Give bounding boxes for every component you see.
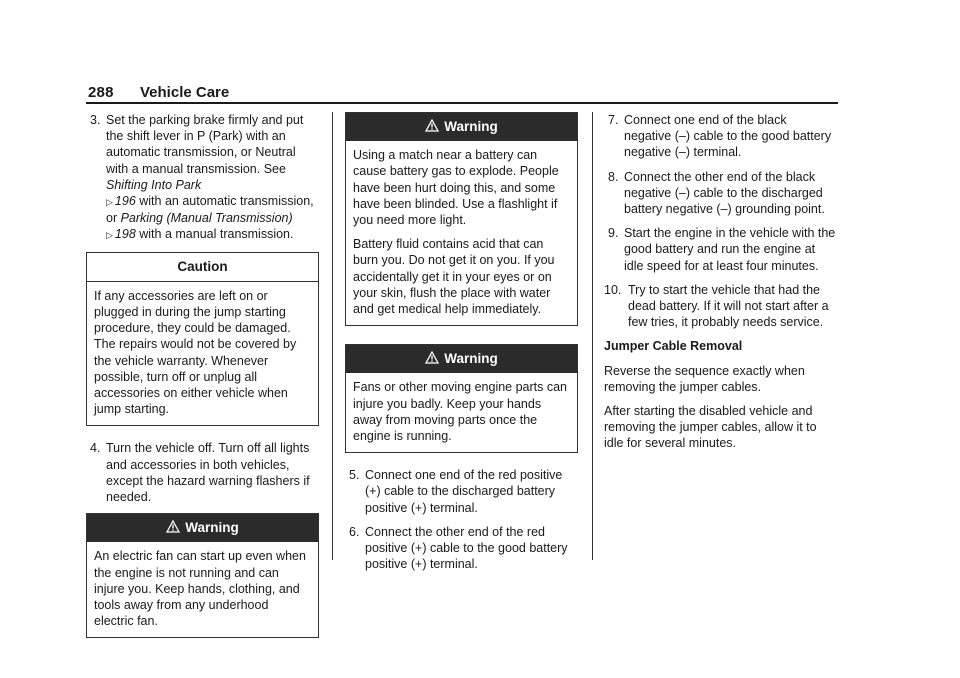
warning-text: An electric fan can start up even when the engine is not running and can injure you. Keep hands, clothing, and tools away from any underhood electric fan. [94,549,306,629]
step-number: 8. [608,169,619,184]
caution-box [86,252,319,427]
warning-header [346,113,577,141]
section-title: Vehicle Care [140,84,230,101]
warning-body [346,373,577,452]
warning-text-p2: Battery fluid contains acid that can burn you. Do not get it on you. If you accidentally get it in your eyes or on your skin, flush the place with water and get medical help immediately. [353,237,555,317]
warning-title: Warning [444,351,498,367]
warning-title: Warning [444,119,498,134]
step-4 [86,440,319,505]
warning-triangle-icon [425,351,439,364]
warning-header [87,514,318,542]
column-2 [345,112,578,580]
warning-body [346,141,577,325]
reference-page-198[interactable]: 198 [114,227,136,242]
warning-header [346,345,577,373]
step-number: 7. [608,113,619,127]
warning-body [87,542,318,637]
step-number: 10. [604,282,622,297]
step-text: Connect the other end of the black negative (–) cable to the discharged battery negative (–) grounding point. [624,169,825,217]
reference-link-shifting-into-park[interactable]: Shifting Into Park [106,177,202,192]
warning-box-fan [86,513,319,638]
header-rule [86,102,838,104]
step-text: Turn the vehicle off. Turn off all lights and accessories in both vehicles, except the hazard warning flashers if needed. [106,441,310,505]
step-text: Set the parking brake firmly and put the shift lever in P (Park) with an automatic transmission, or Neutral with a manual transmission. See Shifting Into Park ▷ 196 with an automatic transmission, or Parking (Manual Transmission) ▷ 198 with a manual transmission. [106,113,314,242]
step-text: Start the engine in the vehicle with the good battery and run the engine at idle speed for at least four minutes. [624,226,836,273]
warning-triangle-icon [425,119,439,132]
step-text: Connect one end of the red positive (+) cable to the discharged battery positive (+) terminal. [365,468,563,515]
page-reference-arrow-icon: ▷ [106,197,113,208]
reference-page-196[interactable]: 196 [114,194,136,209]
page-number: 288 [88,84,114,101]
warning-title: Warning [185,520,239,536]
column-3 [604,112,837,460]
warning-box-moving-parts [345,344,578,453]
step-text: Try to start the vehicle that had the dead battery. If it will not start after a few tries, it probably needs service. [628,282,829,330]
step-number: 3. [90,113,101,127]
step-10 [604,282,837,331]
page-reference-arrow-icon: ▷ [106,230,113,241]
column-1 [86,112,319,652]
step-number: 4. [90,441,101,456]
step-7 [604,112,837,161]
step-3 [86,112,319,244]
column-divider-2 [592,112,593,560]
step-number: 6. [349,524,360,539]
subheading-jumper-cable-removal: Jumper Cable Removal [604,339,743,354]
step-8 [604,169,837,218]
paragraph-reverse-sequence: Reverse the sequence exactly when removing the jumper cables. [604,363,805,394]
step-text: Connect one end of the black negative (–) cable to the good battery negative (–) terminal. [624,113,832,160]
paragraph-after-starting: After starting the disabled vehicle and removing the jumper cables, allow it to idle for several minutes. [604,404,817,451]
warning-text: Fans or other moving engine parts can injure you badly. Keep your hands away from moving parts once the engine is running. [353,380,568,444]
step-5 [345,467,578,516]
caution-body [87,282,318,426]
step-number: 9. [608,226,619,241]
warning-text-p1: Using a match near a battery can cause battery gas to explode. People have been hurt doing this, and some have been blinded. Use a flashlight if you need more light. [353,148,559,228]
caution-title: Caution [87,253,318,282]
step-number: 5. [349,468,360,483]
step-text: Connect the other end of the red positive (+) cable to the good battery positive (+) terminal. [365,524,568,572]
step-6 [345,524,578,573]
caution-text: If any accessories are left on or plugged in during the jump starting procedure, they could be damaged. The repairs would not be covered by the vehicle warranty. Whenever possible, turn off or unplug all accessories on either vehicle when jump starting. [94,288,297,417]
warning-triangle-icon [166,520,180,533]
reference-link-parking-manual[interactable]: Parking (Manual Transmission) [120,211,293,226]
warning-box-battery-gas [345,112,578,326]
page-header [88,84,838,104]
column-divider-1 [332,112,333,560]
step-9 [604,225,837,274]
